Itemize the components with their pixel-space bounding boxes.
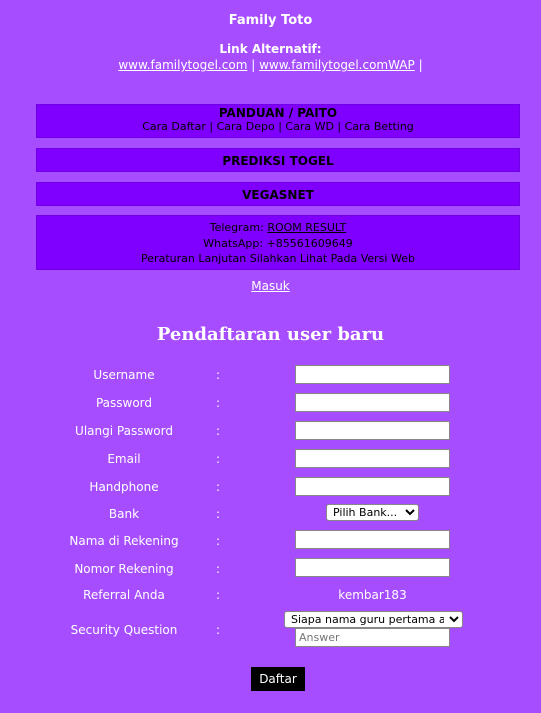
telegram-line <box>37 220 519 236</box>
link-cara-betting[interactable]: Cara Betting <box>344 120 414 133</box>
colon: : <box>216 452 221 466</box>
row-referral <box>0 583 541 607</box>
row-security-question <box>0 610 541 650</box>
confirm-password-label: Ulangi Password <box>75 424 173 438</box>
alt-links-label: Link Alternatif: <box>219 42 322 56</box>
account-number-input[interactable] <box>295 558 450 577</box>
link-cara-wd[interactable]: Cara WD <box>285 120 334 133</box>
security-answer-input[interactable] <box>295 628 450 647</box>
link-cara-daftar[interactable]: Cara Daftar <box>142 120 206 133</box>
panel-prediksi[interactable] <box>36 148 520 172</box>
confirm-password-input[interactable] <box>295 421 450 440</box>
alt-links <box>0 58 541 72</box>
email-label: Email <box>107 452 141 466</box>
row-account-number <box>0 557 541 581</box>
whatsapp-line: WhatsApp: +85561609649 <box>203 236 353 250</box>
password-input[interactable] <box>295 393 450 412</box>
telegram-link[interactable]: ROOM RESULT <box>267 221 347 234</box>
colon: : <box>216 424 221 438</box>
colon: : <box>216 507 221 521</box>
row-email <box>0 447 541 471</box>
phone-input[interactable] <box>295 477 450 496</box>
panel-vegasnet-title[interactable]: VEGASNET <box>242 188 314 202</box>
colon: : <box>216 562 221 576</box>
bank-select[interactable] <box>326 504 419 521</box>
register-submit-button[interactable]: Daftar <box>251 667 305 691</box>
separator: | <box>251 58 260 72</box>
row-password <box>0 391 541 415</box>
email-input[interactable] <box>295 449 450 468</box>
account-name-label: Nama di Rekening <box>69 534 179 548</box>
password-label: Password <box>95 396 153 410</box>
separator: | <box>418 58 423 72</box>
referral-label: Referral Anda <box>83 588 165 602</box>
row-bank <box>0 502 541 526</box>
row-account-name <box>0 529 541 553</box>
username-input[interactable] <box>295 365 450 384</box>
colon: : <box>216 623 221 637</box>
panel-panduan-title: PANDUAN / PAITO <box>218 106 338 120</box>
account-number-label: Nomor Rekening <box>74 562 174 576</box>
site-header <box>0 0 541 72</box>
colon: : <box>216 588 221 602</box>
colon: : <box>216 396 221 410</box>
panel-vegasnet[interactable] <box>36 182 520 206</box>
panel-panduan-links: Cara Daftar | Cara Depo | Cara WD | Cara Betting <box>142 120 414 133</box>
account-name-input[interactable] <box>295 530 450 549</box>
bank-label: Bank <box>108 507 140 521</box>
row-phone <box>0 475 541 499</box>
referral-value: kembar183 <box>338 588 407 602</box>
row-confirm-password <box>0 419 541 443</box>
site-title: Family Toto <box>228 13 313 28</box>
security-question-label: Security Question <box>70 623 178 637</box>
panel-panduan <box>36 104 520 138</box>
colon: : <box>216 534 221 548</box>
login-link[interactable]: Masuk <box>251 279 290 293</box>
security-question-select[interactable] <box>284 611 463 628</box>
row-username <box>0 363 541 387</box>
panel-contact <box>36 215 520 270</box>
rules-note: Peraturan Lanjutan Silahkan Lihat Pada Versi Web <box>141 252 415 265</box>
colon: : <box>216 368 221 382</box>
colon: : <box>216 480 221 494</box>
panel-prediksi-title[interactable]: PREDIKSI TOGEL <box>222 154 334 168</box>
alt-link-wap[interactable]: www.familytogel.comWAP <box>259 58 415 72</box>
form-title: Pendaftaran user baru <box>156 324 385 345</box>
telegram-label: Telegram: <box>209 221 264 234</box>
phone-label: Handphone <box>89 480 159 494</box>
alt-link-web[interactable]: www.familytogel.com <box>118 58 248 72</box>
link-cara-depo[interactable]: Cara Depo <box>216 120 275 133</box>
login-link-wrap <box>0 279 541 293</box>
username-label: Username <box>93 368 155 382</box>
